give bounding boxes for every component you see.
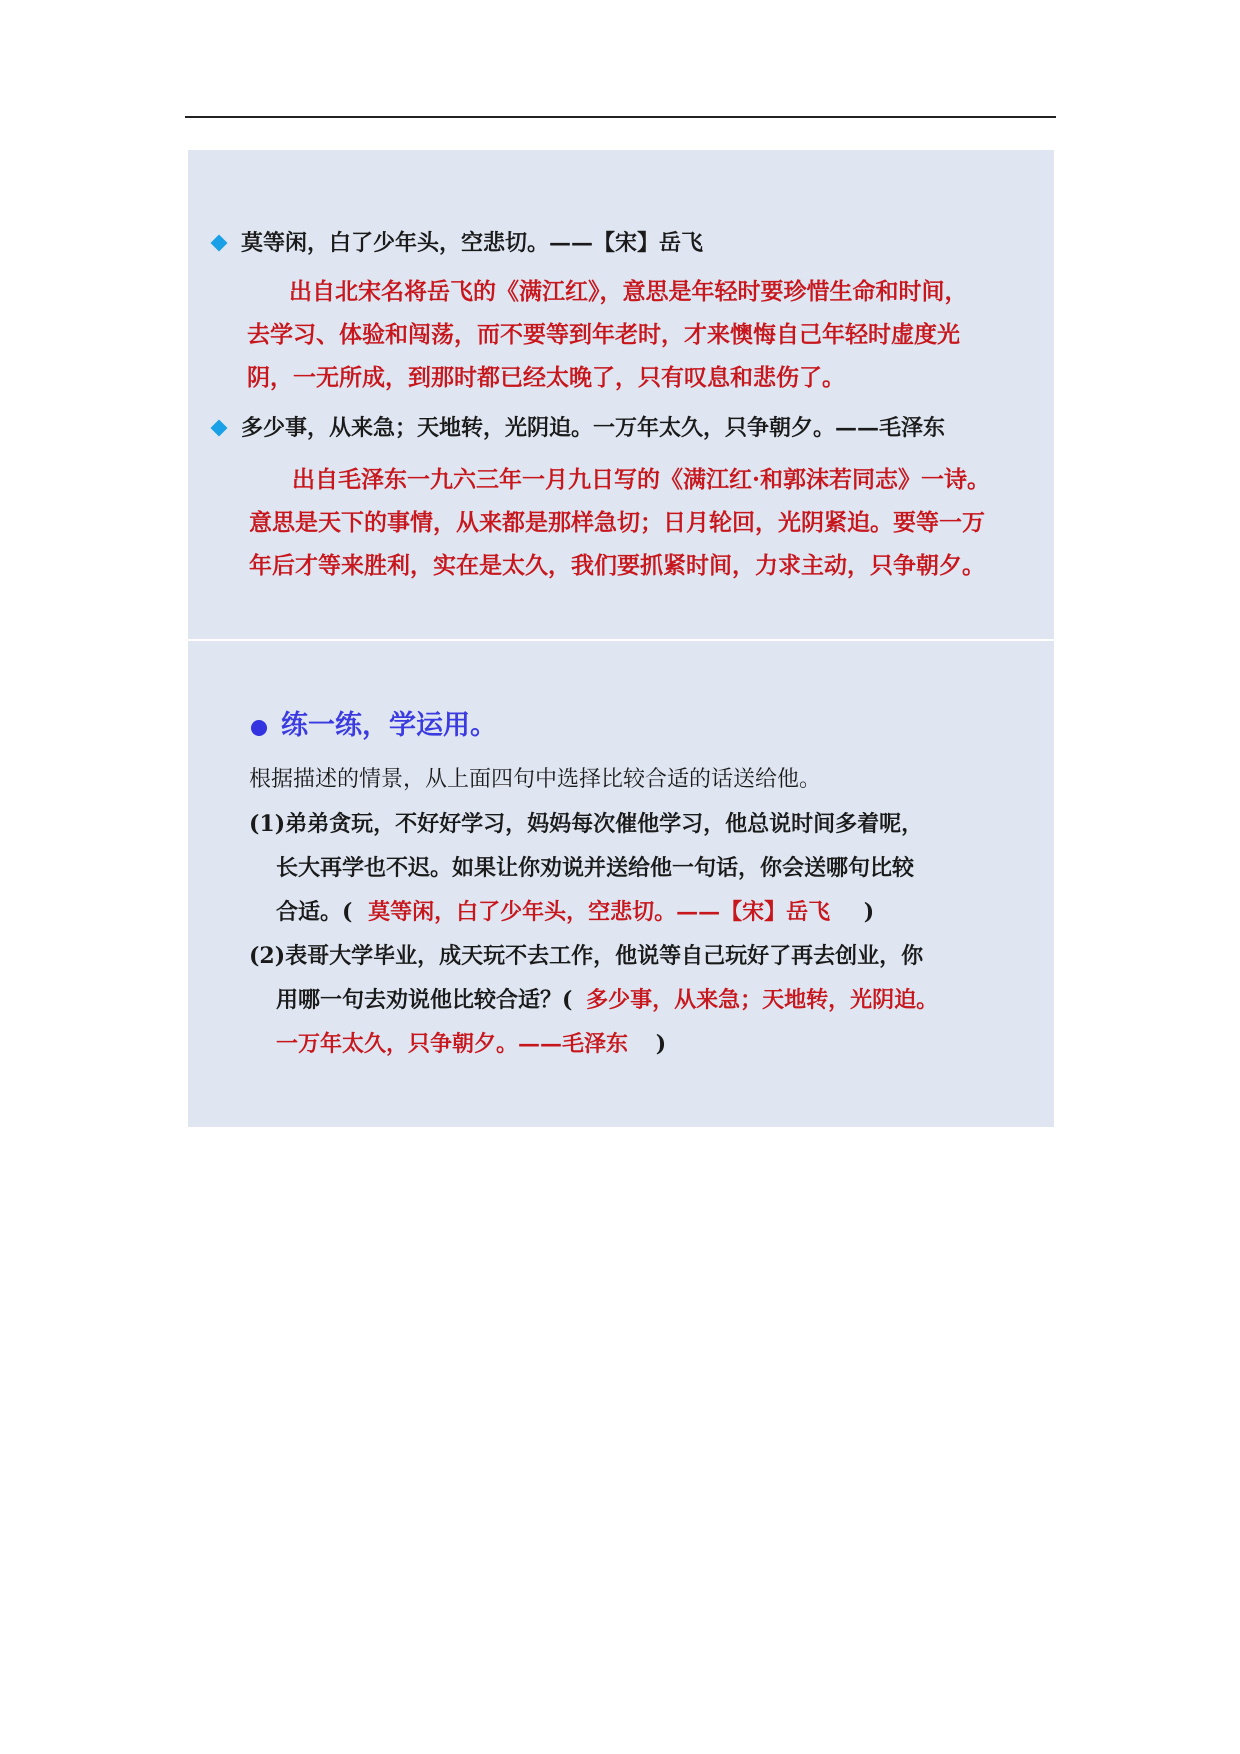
question-2-line-1: (2)表哥大学毕业，成天玩不去工作，他说等自己玩好了再去创业，你 xyxy=(249,943,924,969)
practice-instruction: 根据描述的情景，从上面四句中选择比较合适的话送给他。 xyxy=(249,767,822,792)
question-1-line-2: 长大再学也不迟。如果让你劝说并送给他一句话，你会送哪句比较 xyxy=(276,855,915,881)
quote-2-text: 多少事，从来急；天地转，光阴迫。一万年太久，只争朝夕。——毛泽东 xyxy=(241,415,946,441)
quote-2-explanation-line-1: 出自毛泽东一九六三年一月九日写的《满江红·和郭沫若同志》一诗。 xyxy=(292,466,991,493)
quote-2-explanation-line-2: 意思是天下的事情，从来都是那样急切；日月轮回，光阴紧迫。要等一万 xyxy=(249,509,985,536)
quote-1-explanation-line-2: 去学习、体验和闯荡，而不要等到年老时，才来懊悔自己年轻时虚度光 xyxy=(247,321,960,348)
quote-1-explanation-line-1: 出自北宋名将岳飞的《满江红》，意思是年轻时要珍惜生命和时间， xyxy=(289,278,968,305)
question-1-prefix: 合适。( xyxy=(276,899,353,925)
question-2-answer-part-1: 多少事，从来急；天地转，光阴迫。 xyxy=(586,987,939,1013)
question-1-close: ) xyxy=(863,899,875,925)
quote-2-explanation-line-3: 年后才等来胜利，实在是太久，我们要抓紧时间，力求主动，只争朝夕。 xyxy=(249,552,985,579)
question-2-prefix: 用哪一句去劝说他比较合适？( xyxy=(276,987,573,1013)
quote-1-explanation-line-3: 阴，一无所成，到那时都已经太晚了，只有叹息和悲伤了。 xyxy=(247,364,845,391)
question-1-line-3 xyxy=(276,897,874,927)
circle-bullet-icon xyxy=(251,720,267,736)
question-2-close: ) xyxy=(655,1031,667,1057)
question-1-answer: 莫等闲，白了少年头，空悲切。——【宋】岳飞 xyxy=(368,899,831,925)
quote-1-text: 莫等闲，白了少年头，空悲切。——【宋】岳飞 xyxy=(241,230,704,256)
top-rule xyxy=(185,116,1056,118)
question-2-line-2 xyxy=(276,985,938,1015)
practice-heading: 练一练，学运用。 xyxy=(281,710,497,741)
question-1-line-1: (1)弟弟贪玩，不好好学习，妈妈每次催他学习，他总说时间多着呢， xyxy=(249,811,924,837)
question-2-line-3 xyxy=(276,1029,666,1059)
question-2-answer-part-2: 一万年太久，只争朝夕。——毛泽东 xyxy=(276,1031,629,1057)
